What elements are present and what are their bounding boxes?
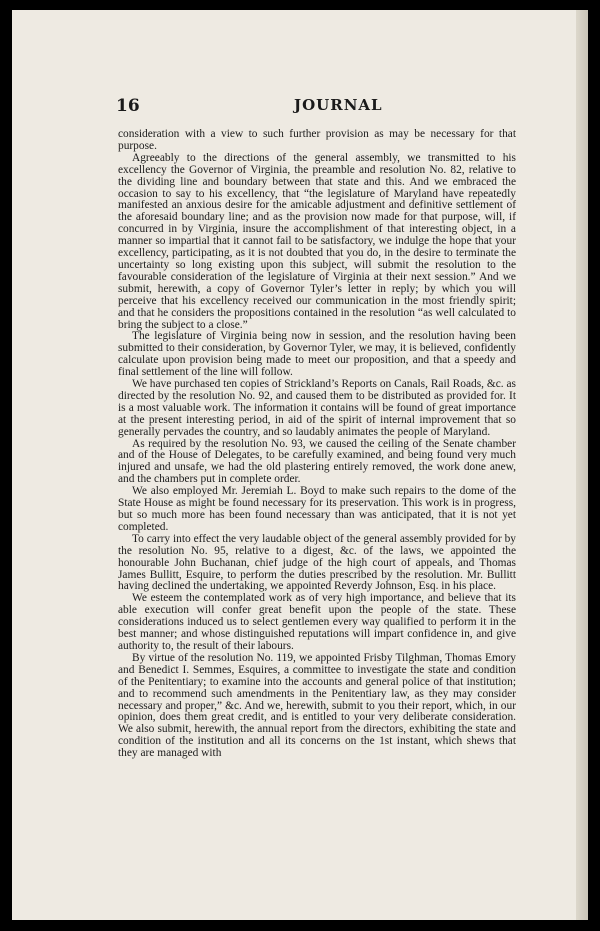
paragraph: Agreeably to the directions of the general assembly, we transmitted to his excellency the Governor of Virginia, the preamble and resolution No. 82, relative to the dividing line and boundary between that state and this. And we embraced the occasion to say to his excellency, that “the legislature of Maryland have repeatedly manifested an anxious desire for the amicable adjustment and definitive settlement of the aforesaid boundary line; and as the provision now made for that purpose, will, if concurred in by Virginia, insure the accomplishment of that interesting object, in a manner so impartial that it cannot fail to be satisfactory, we indulge the hope that your excellency, participating, as it is not doubted that you do, in the desire to terminate the uncertainty so long existing upon this subject, will submit the resolution to the favourable consideration of the legislature of Virginia at their next session.” And we submit, herewith, a copy of Governor Tyler’s letter in reply; by which you will perceive that his excellency received our communication in the most friendly spirit; and that he considers the propositions contained in the resolution “as well calculated to bring the subject to a close.” [118, 151, 516, 331]
page-number: 16 [116, 96, 140, 116]
paragraph: We esteem the contemplated work as of very high importance, and believe that its able execution will confer great benefit upon the people of the state. These considerations induced us to select gentlemen every way qualified to perform it in the best manner; and whose distinguished reputations will impart confidence in, and give authority to, the result of their labours. [118, 592, 516, 652]
paragraph: consideration with a view to such further provision as may be necessary for that purpose. [118, 128, 516, 152]
page-header [116, 96, 526, 118]
scanned-page [12, 10, 588, 920]
paragraph: To carry into effect the very laudable object of the general assembly provided for by the resolution No. 95, relative to a digest, &c. of the laws, we appointed the honourable John Buchanan, chief judge of the high court of appeals, and Thomas James Bullitt, Esquire, to perform the duties prescribed by the resolution. Mr. Bullitt having declined the undertaking, we appointed Reverdy Johnson, Esq. in his place. [118, 532, 516, 593]
body-text [118, 129, 516, 760]
paragraph: We also employed Mr. Jeremiah L. Boyd to make such repairs to the dome of the State House as might be found necessary for its preservation. This work is in progress, but so much more has been found necessary than was anticipated, that it is not yet completed. [118, 485, 516, 533]
paragraph: By virtue of the resolution No. 119, we appointed Frisby Tilghman, Thomas Emory and Benedict I. Semmes, Esquires, a committee to investigate the state and condition of the Penitentiary; to examine into the accounts and general police of that institution; and to recommend such amendments in the Penitentiary law, as they may consider necessary and proper,” &c. And we, herewith, submit to you their report, which, in our opinion, does them great credit, and is entitled to your very deliberate consideration. We also submit, herewith, the annual report from the directors, exhibiting the state and condition of the institution and all its concerns on the 1st instant, which shews that they are managed with [118, 651, 516, 760]
paragraph: As required by the resolution No. 93, we caused the ceiling of the Senate chamber and of the House of Delegates, to be carefully examined, and being found very much injured and unsafe, we had the old plastering entirely removed, the work done anew, and the chambers put in complete order. [118, 437, 516, 486]
paragraph: The legislature of Virginia being now in session, and the resolution having been submitted to their consideration, by Governor Tyler, we may, it is believed, confidently calculate upon provision being made to meet our proposition, and that a speedy and final settlement of the line will follow. [118, 330, 516, 379]
binding-gutter [576, 10, 588, 920]
paragraph: We have purchased ten copies of Strickland’s Reports on Canals, Rail Roads, &c. as directed by the resolution No. 92, and caused them to be distributed as provided for. It is a most valuable work. The information it contains will be found of great importance at the present interesting period, in aid of the spirit of internal improvement that so generally pervades the country, and so laudably animates the people of Maryland. [118, 378, 516, 438]
running-head: JOURNAL [294, 96, 383, 114]
